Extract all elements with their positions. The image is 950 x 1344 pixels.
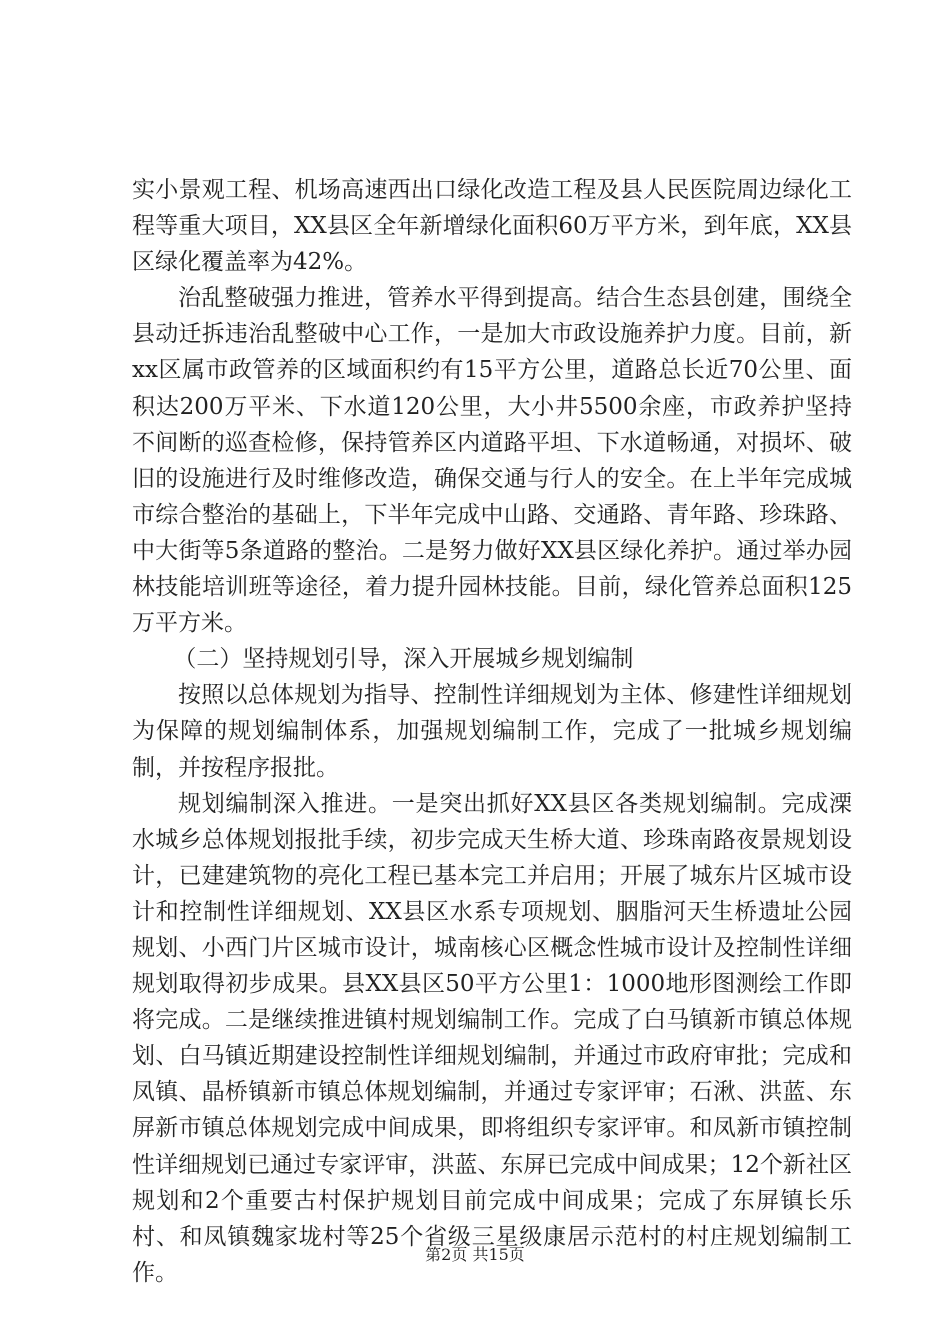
paragraph-planning-progress: 规划编制深入推进。一是突出抓好XX县区各类规划编制。完成溧水城乡总体规划报批手续，初步完成天生桥大道、珍珠南路夜景规划设计，已建建筑物的亮化工程已基本完工并启用；开展了城东片区城市设计和控制性详细规划、XX县区水系专项规划、胭脂河天生桥遗址公园规划、小西门片区城市设计，城南核心区概念性城市设计及控制性详细规划取得初步成果。县XX县区50平方公里1：1000地形图测绘工作即将完成。二是继续推进镇村规划编制工作。完成了白马镇新市镇总体规划、白马镇近期建设控制性详细规划编制，并通过市政府审批；完成和凤镇、晶桥镇新市镇总体规划编制，并通过专家评审；石湫、洪蓝、东屏新市镇总体规划完成中间成果，即将组织专家评审。和凤新市镇控制性详细规划已通过专家评审，洪蓝、东屏已完成中间成果；12个新社区规划和2个重要古村保护规划目前完成中间成果；完成了东屏镇长乐村、和凤镇魏家垅村等25个省级三星级康居示范村的村庄规划编制工作。 — [132, 790, 852, 1286]
paragraph-continuation: 实小景观工程、机场高速西出口绿化改造工程及县人民医院周边绿化工程等重大项目，XX县区全年新增绿化面积60万平方米，到年底，XX县区绿化覆盖率为42%。 — [132, 177, 852, 276]
page-number-footer: 第2页 共15页 — [425, 1245, 525, 1264]
paragraph-planning-system: 按照以总体规划为指导、控制性详细规划为主体、修建性详细规划为保障的规划编制体系，加强规划编制工作，完成了一批城乡规划编制，并按程序报批。 — [132, 682, 852, 781]
document-body — [132, 172, 852, 1291]
section-heading-planning: （二）坚持规划引导，深入开展城乡规划编制 — [173, 646, 634, 673]
paragraph-governance: 治乱整破强力推进，管养水平得到提高。结合生态县创建，围绕全县动迁拆违治乱整破中心工作，一是加大市政设施养护力度。目前，新xx区属市政管养的区域面积约有15平方公里，道路总长近70公里、面积达200万平米、下水道120公里，大小井5500余座，市政养护坚持不间断的巡查检修，保持管养区内道路平坦、下水道畅通，对损坏、破旧的设施进行及时维修改造，确保交通与行人的安全。在上半年完成城市综合整治的基础上，下半年完成中山路、交通路、青年路、珍珠路、中大街等5条道路的整治。二是努力做好XX县区绿化养护。通过举办园林技能培训班等途径，着力提升园林技能。目前，绿化管养总面积125万平方米。 — [132, 285, 852, 637]
